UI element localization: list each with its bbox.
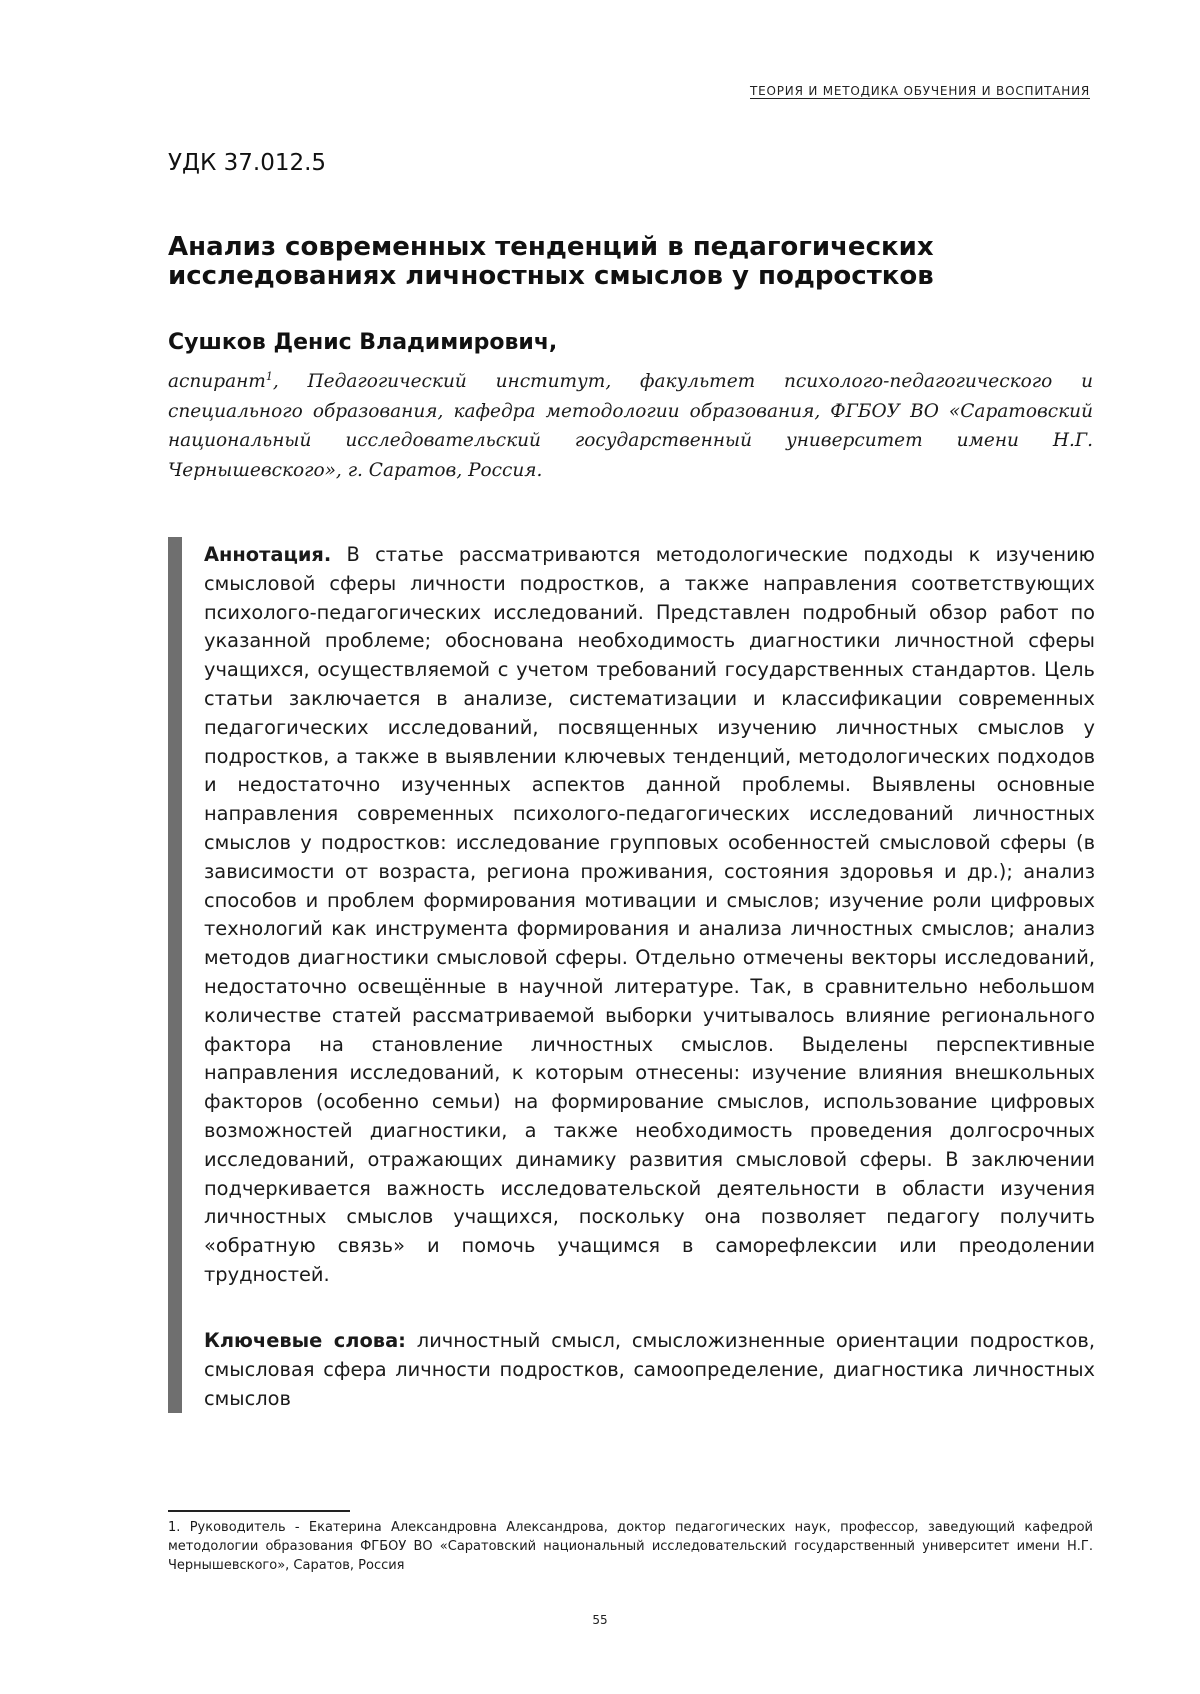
page-number: 55 [592, 1613, 608, 1627]
running-header: ТЕОРИЯ И МЕТОДИКА ОБУЧЕНИЯ И ВОСПИТАНИЯ [750, 84, 1090, 98]
keywords-label: Ключевые слова: [204, 1329, 406, 1352]
abstract-text: В статье рассматриваются методологические подходы к изучению смысловой сферы личности подростков, а также направления соответствующих психолого-педагогических исследований. Представлен подробный обзор работ по указанной проблеме; обоснована необходимость диагностики личностной сферы учащихся, осуществляемой с учетом требований государственных стандартов. Цель статьи заключается в анализе, систематизации и классификации современных педагогических исследований, посвященных изучению личностных смыслов у подростков, а также в выявлении ключевых тенденций, методологических подходов и недостаточно изученных аспектов данной проблемы. Выявлены основные направления современных психолого-педагогических исследований личностных смыслов у подростков: исследование групповых особенностей смысловой сферы (в зависимости от возраста, региона проживания, состояния здоровья и др.); анализ способов и проблем формирования мотивации и смыслов; изучение роли цифровых технологий как инструмента формирования и анализа личностных смыслов; анализ методов диагностики смысловой сферы. Отдельно отмечены векторы исследований, недостаточно освещённые в научной литературе. Так, в сравнительно небольшом количестве статей рассматриваемой выборки учитывалось влияние регионального фактора на становление личностных смыслов. Выделены перспективные направления исследований, к которым отнесены: изучение влияния внешкольных факторов (особенно семьи) на формирование смыслов, использование цифровых возможностей диагностики, а также необходимость проведения долгосрочных исследований, отражающих динамику развития смысловой сферы. В заключении подчеркивается важность исследовательской деятельности в области изучения личностных смыслов учащихся, поскольку она позволяет педагогу получить «обратную связь» и помочь учащимся в саморефлексии или преодолении трудностей. [204, 543, 1095, 1286]
keywords-text: личностный смысл, смысложизненные ориентации подростков, смысловая сфера личности подростков, самоопределение, диагностика личностных смыслов [204, 1329, 1095, 1410]
author-position: аспирант [168, 371, 266, 393]
article-title: Анализ современных тенденций в педагогических исследованиях личностных смыслов у подростков [168, 232, 934, 291]
abstract-label: Аннотация. [204, 543, 332, 566]
abstract [204, 541, 1095, 1290]
author-affiliation [168, 362, 1093, 485]
author-name: Сушков Денис Владимирович, [168, 330, 558, 355]
footnote: 1. Руководитель - Екатерина Александровна Александрова, доктор педагогических наук, профессор, заведующий кафедрой методологии образования ФГБОУ ВО «Саратовский национальный исследовательский государственный университет имени Н.Г. Чернышевского», Саратов, Россия [168, 1520, 1093, 1573]
footnote-divider [168, 1510, 350, 1512]
affiliation-text: , Педагогический институт, факультет психолого-педагогического и специального образования, кафедра методологии образования, ФГБОУ ВО «Саратовский национальный исследовательский государственный университет имени Н.Г. Чернышевского», г. Саратов, Россия. [168, 371, 1093, 481]
keywords [204, 1327, 1095, 1413]
abstract-sidebar-bar [168, 537, 182, 1413]
udk-code: УДК 37.012.5 [168, 150, 327, 176]
footnote-mark: 1 [265, 370, 273, 383]
